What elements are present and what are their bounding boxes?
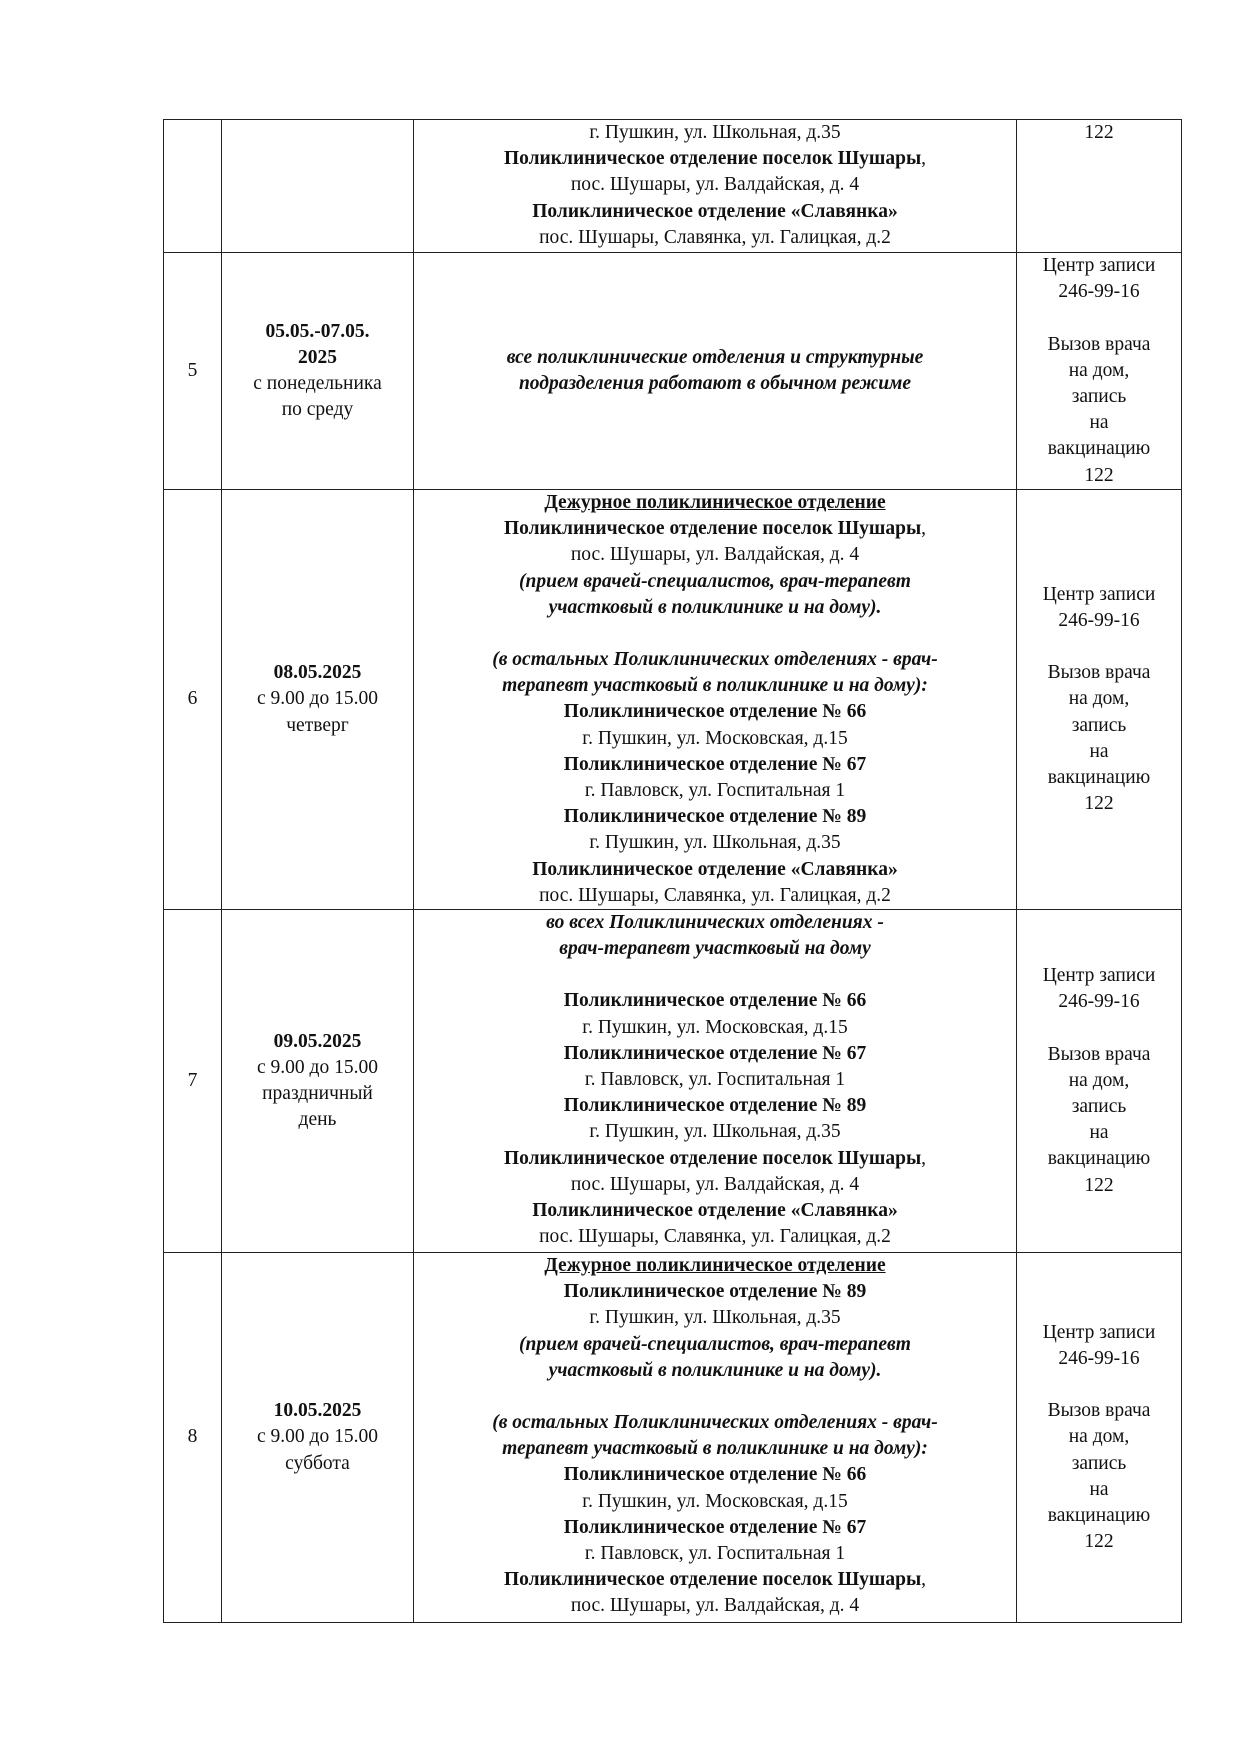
- phone-number: 122: [1084, 1174, 1114, 1196]
- duty-title: Дежурное поликлиническое отделение: [544, 492, 886, 513]
- table-row: [164, 910, 1182, 1253]
- department-address: пос. Шушары, Славянка, ул. Галицкая, д.2: [539, 884, 891, 906]
- department-address: пос. Шушары, ул. Валдайская, д. 4: [570, 174, 860, 196]
- phone-number: 246-99-16: [1058, 991, 1140, 1013]
- contact-line: запись: [1071, 1096, 1127, 1118]
- date-value: 10.05.2025: [273, 1400, 362, 1422]
- contact-line: Центр записи: [1042, 583, 1156, 605]
- note-line: (в остальных Поликлинических отделениях - врач-: [492, 649, 938, 671]
- date-detail: с 9.00 до 15.00: [257, 1056, 378, 1078]
- date-detail: по среду: [281, 399, 354, 421]
- contact-line: вакцинацию: [1047, 438, 1151, 460]
- note-line: терапевт участковый в поликлинике и на дому):: [502, 1438, 928, 1460]
- department-name: Поликлиническое отделение № 89: [563, 806, 867, 828]
- note-line: во всех Поликлинических отделениях -: [546, 912, 884, 934]
- department-address: г. Пушкин, ул. Московская, д.15: [582, 1490, 848, 1512]
- department-name: Поликлиническое отделение «Славянка»: [532, 1200, 898, 1222]
- department-name: Поликлиническое отделение № 66: [563, 701, 867, 723]
- departments-cell: [414, 120, 1017, 253]
- department-name: Поликлиническое отделение № 66: [563, 1464, 867, 1486]
- date-year: 2025: [298, 346, 337, 368]
- contact-line: на дом,: [1068, 359, 1130, 381]
- table-row: [164, 490, 1182, 910]
- department-name: Поликлиническое отделение № 67: [563, 753, 867, 775]
- row-number-cell: 7: [164, 910, 222, 1253]
- contact-line: Вызов врача: [1047, 1400, 1151, 1422]
- phone-number: 246-99-16: [1058, 1347, 1140, 1369]
- row-number-cell: 5: [164, 253, 222, 490]
- contact-line: на дом,: [1068, 1426, 1130, 1448]
- note-line: участковый в поликлинике и на дому).: [548, 596, 882, 618]
- contacts-cell: [1017, 490, 1182, 910]
- department-address: г. Павловск, ул. Госпитальная 1: [584, 1069, 846, 1091]
- date-detail: с понедельника: [253, 373, 382, 394]
- department-address: пос. Шушары, Славянка, ул. Галицкая, д.2: [539, 1226, 891, 1248]
- phone-number: 246-99-16: [1058, 281, 1140, 303]
- contact-line: вакцинацию: [1047, 766, 1151, 788]
- department-name: Поликлиническое отделение № 89: [563, 1095, 867, 1117]
- contact-line: Вызов врача: [1047, 1043, 1151, 1065]
- date-value: 08.05.2025: [273, 662, 362, 684]
- contact-line: на: [1089, 740, 1109, 762]
- date-detail: праздничный: [262, 1083, 373, 1105]
- row-number-cell: [164, 120, 222, 253]
- phone-number: 122: [1084, 1531, 1114, 1553]
- row-number-cell: 8: [164, 1253, 222, 1623]
- department-address: г. Пушкин, ул. Московская, д.15: [582, 727, 848, 749]
- note-line: врач-терапевт участковый на дому: [559, 938, 871, 960]
- contact-line: запись: [1071, 386, 1127, 407]
- department-name: Поликлиническое отделение «Славянка»: [532, 858, 898, 880]
- contact-line: вакцинацию: [1047, 1504, 1151, 1526]
- department-address: пос. Шушары, ул. Валдайская, д. 4: [570, 544, 860, 566]
- phone-number: 122: [1084, 793, 1114, 815]
- department-address: г. Павловск, ул. Госпитальная 1: [584, 1543, 846, 1565]
- contact-line: на дом,: [1068, 1069, 1130, 1091]
- department-name: Поликлиническое отделение № 67: [563, 1516, 867, 1538]
- date-detail: суббота: [285, 1452, 350, 1474]
- departments-cell: [414, 910, 1017, 1253]
- table-row: [164, 253, 1182, 490]
- phone-number: 122: [1084, 464, 1114, 486]
- phone-number: 246-99-16: [1058, 609, 1140, 631]
- contact-line: Центр записи: [1042, 1321, 1156, 1343]
- note-line: участковый в поликлинике и на дому).: [548, 1359, 882, 1381]
- date-range: 05.05.-07.05.: [265, 320, 370, 342]
- contacts-cell: [1017, 120, 1182, 253]
- note-line: терапевт участковый в поликлинике и на дому):: [502, 675, 928, 697]
- contacts-cell: [1017, 253, 1182, 490]
- date-cell: [222, 910, 414, 1253]
- department-address: г. Пушкин, ул. Школьная, д.35: [589, 122, 841, 143]
- department-name: Поликлиническое отделение поселок Шушары,: [503, 518, 927, 540]
- note-line: все поликлинические отделения и структурные: [506, 346, 924, 368]
- note-line: (в остальных Поликлинических отделениях - врач-: [492, 1412, 938, 1434]
- row-number-cell: 6: [164, 490, 222, 910]
- date-cell: [222, 490, 414, 910]
- contact-line: Центр записи: [1042, 255, 1156, 277]
- department-name: Поликлиническое отделение № 67: [563, 1042, 867, 1064]
- contact-line: Вызов врача: [1047, 662, 1151, 684]
- department-name: Поликлиническое отделение № 89: [563, 1281, 867, 1303]
- departments-cell: [414, 253, 1017, 490]
- contact-line: вакцинацию: [1047, 1148, 1151, 1170]
- department-name: Поликлиническое отделение «Славянка»: [532, 200, 898, 222]
- contacts-cell: [1017, 910, 1182, 1253]
- date-cell: [222, 1253, 414, 1623]
- department-address: пос. Шушары, ул. Валдайская, д. 4: [570, 1595, 860, 1617]
- contact-line: на: [1089, 1478, 1109, 1500]
- department-address: г. Пушкин, ул. Московская, д.15: [582, 1016, 848, 1038]
- departments-cell: [414, 490, 1017, 910]
- date-detail: с 9.00 до 15.00: [257, 1426, 378, 1448]
- note-line: подразделения работают в обычном режиме: [518, 373, 912, 394]
- duty-title: Дежурное поликлиническое отделение: [544, 1255, 886, 1277]
- date-cell: [222, 120, 414, 253]
- department-name: Поликлиническое отделение поселок Шушары,: [503, 1147, 927, 1169]
- department-address: пос. Шушары, ул. Валдайская, д. 4: [570, 1173, 860, 1195]
- department-address: г. Павловск, ул. Госпитальная 1: [584, 780, 846, 802]
- contact-line: запись: [1071, 1452, 1127, 1474]
- department-address: г. Пушкин, ул. Школьная, д.35: [589, 1121, 841, 1143]
- contact-line: Центр записи: [1042, 965, 1156, 987]
- department-address: пос. Шушары, Славянка, ул. Галицкая, д.2: [539, 226, 891, 248]
- department-address: г. Пушкин, ул. Школьная, д.35: [589, 1307, 841, 1329]
- table-row: [164, 120, 1182, 253]
- phone-number: 122: [1084, 122, 1114, 143]
- department-name: Поликлиническое отделение поселок Шушары,: [503, 148, 927, 170]
- contact-line: запись: [1071, 714, 1127, 736]
- date-cell: [222, 253, 414, 490]
- note-line: (прием врачей-специалистов, врач-терапевт: [519, 1333, 911, 1355]
- department-name: Поликлиническое отделение поселок Шушары,: [503, 1569, 927, 1591]
- contact-line: Вызов врача: [1047, 333, 1151, 355]
- contacts-cell: [1017, 1253, 1182, 1623]
- contact-line: на дом,: [1068, 688, 1130, 710]
- note-line: (прием врачей-специалистов, врач-терапевт: [519, 570, 911, 592]
- department-address: г. Пушкин, ул. Школьная, д.35: [589, 832, 841, 854]
- table-row: [164, 1253, 1182, 1623]
- departments-cell: [414, 1253, 1017, 1623]
- date-detail: четверг: [286, 714, 349, 736]
- date-detail: с 9.00 до 15.00: [257, 688, 378, 710]
- contact-line: на: [1089, 1122, 1109, 1144]
- date-value: 09.05.2025: [273, 1030, 362, 1052]
- schedule-table: [163, 119, 1182, 1623]
- department-name: Поликлиническое отделение № 66: [563, 990, 867, 1012]
- date-detail: день: [298, 1109, 337, 1131]
- contact-line: на: [1089, 412, 1109, 434]
